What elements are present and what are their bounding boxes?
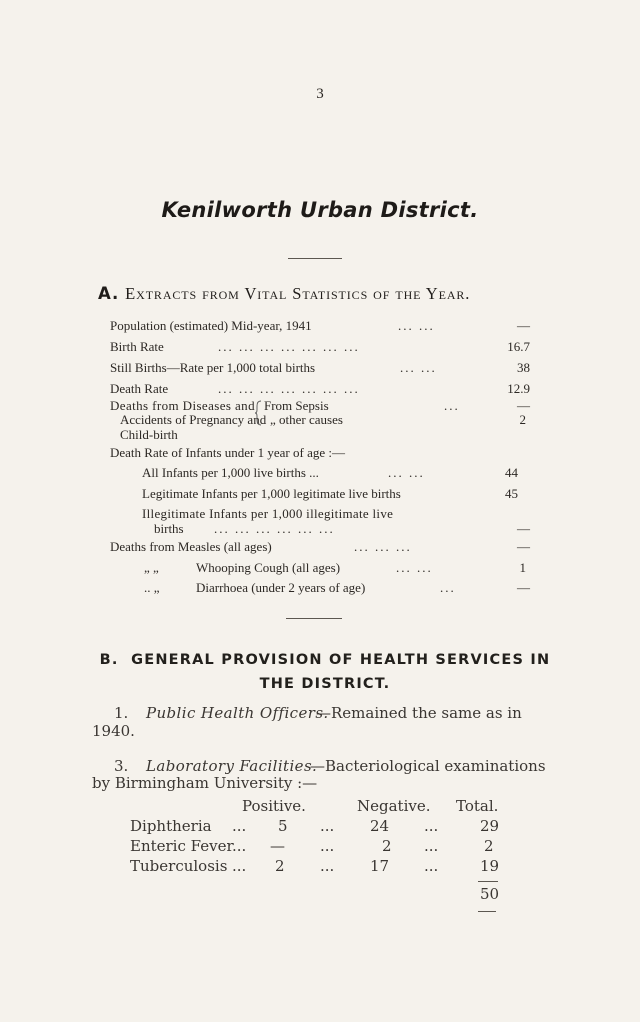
sepsis-value: — xyxy=(517,398,530,413)
paragraph-number: 3. xyxy=(114,757,129,775)
infant-row-value: 44 xyxy=(505,465,518,480)
diarrhoea-leader-dots: ... xyxy=(440,580,456,595)
infant-row-label: Legitimate Infants per 1,000 legitimate live births xyxy=(142,486,401,501)
whooping-cough-leader-dots: ... ... xyxy=(396,560,433,575)
infant-row-leader-dots: ... ... xyxy=(388,465,425,480)
paragraph-text-continued: 1940. xyxy=(92,722,135,740)
section-a-heading xyxy=(98,284,470,304)
column-header-negative: Negative. xyxy=(357,797,431,815)
infant-row-leader-dots: ... ... ... ... ... ... xyxy=(214,521,335,536)
infant-row xyxy=(142,506,530,538)
total-cell: 29 xyxy=(480,817,500,835)
section-a-title: Extracts from Vital Statistics of the Year. xyxy=(125,284,471,303)
measles-value: — xyxy=(517,539,530,554)
ditto-marks: .. „ xyxy=(144,580,160,595)
infant-death-rate-heading: Death Rate of Infants under 1 year of age :— xyxy=(110,445,345,460)
stat-leader-dots: ... ... xyxy=(400,360,437,375)
infant-row-label: Illegitimate Infants per 1,000 illegitimate live xyxy=(142,506,394,521)
deaths-diseases-label-3: Child-birth xyxy=(120,427,178,442)
stat-row xyxy=(110,318,530,334)
positive-cell: 5 xyxy=(278,817,288,835)
total-cell: 2 xyxy=(484,837,494,855)
stat-row xyxy=(110,360,530,376)
deaths-diseases-block xyxy=(110,398,530,446)
section-b-heading-line-1: B. GENERAL PROVISION OF HEALTH SERVICES IN xyxy=(99,652,551,668)
infant-row-label-continued: births xyxy=(154,521,184,536)
measles-row xyxy=(110,539,530,555)
positive-cell: 2 xyxy=(275,857,285,875)
paragraph-heading: Laboratory Facilities. xyxy=(146,757,318,775)
other-causes-value: 2 xyxy=(519,412,526,427)
stat-label: Population (estimated) Mid-year, 1941 xyxy=(110,318,312,333)
diarrhoea-label: Diarrhoea (under 2 years of age) xyxy=(196,580,366,595)
measles-label: Deaths from Measles (all ages) xyxy=(110,539,272,554)
other-causes-label: „ other causes xyxy=(270,412,343,427)
infant-row-value: 45 xyxy=(505,486,518,501)
infant-row xyxy=(142,465,530,481)
stat-label: Still Births—Rate per 1,000 total births xyxy=(110,360,316,375)
title-divider xyxy=(288,258,342,259)
negative-cell: 2 xyxy=(382,837,392,855)
paragraph-number: 1. xyxy=(114,704,129,722)
document-title: Kenilworth Urban District. xyxy=(161,198,479,222)
column-header-total: Total. xyxy=(456,797,499,815)
whooping-cough-value: 1 xyxy=(519,560,526,575)
total-underline xyxy=(478,881,498,882)
total-double-underline xyxy=(478,911,496,912)
stat-value: — xyxy=(517,318,530,333)
stat-label: Death Rate xyxy=(110,381,169,396)
negative-cell: 17 xyxy=(370,857,390,875)
stat-leader-dots: ... ... ... ... ... ... ... xyxy=(218,381,360,396)
positive-cell: — xyxy=(270,837,285,855)
ditto-marks: „ „ xyxy=(144,560,159,575)
infant-row-label: All Infants per 1,000 live births ... xyxy=(142,465,319,480)
leader-dots: ... xyxy=(424,837,439,855)
grand-total: 50 xyxy=(480,885,500,903)
column-header-positive: Positive. xyxy=(242,797,306,815)
row-label: Enteric Fever... xyxy=(130,837,247,855)
lab-results-table xyxy=(0,797,640,907)
table-row xyxy=(0,837,640,857)
leader-dots: ... xyxy=(232,817,247,835)
sepsis-leader-dots: ... xyxy=(444,398,460,413)
stat-row xyxy=(110,381,530,397)
leader-dots: ... xyxy=(320,837,335,855)
section-b-heading-line-2: THE DISTRICT. xyxy=(259,676,391,692)
measles-leader-dots: ... ... ... xyxy=(354,539,412,554)
paragraph-text: —Remained the same as in xyxy=(316,704,522,722)
row-label: Diphtheria xyxy=(130,817,212,835)
diarrhoea-value: — xyxy=(517,580,530,595)
leader-dots: ... xyxy=(424,857,439,875)
deaths-diseases-label-2: Accidents of Pregnancy and xyxy=(120,412,267,427)
infant-row xyxy=(142,486,530,502)
leader-dots: ... xyxy=(232,857,247,875)
page-number: 3 xyxy=(316,86,324,102)
stat-value: 38 xyxy=(517,360,530,375)
total-cell: 19 xyxy=(480,857,500,875)
section-a-letter: A. xyxy=(98,284,120,303)
brace-icon xyxy=(254,400,262,426)
stat-label: Birth Rate xyxy=(110,339,164,354)
stat-value: 16.7 xyxy=(507,339,530,354)
paragraph-text-continued: by Birmingham University :— xyxy=(92,774,318,792)
row-label: Tuberculosis xyxy=(130,857,228,875)
paragraph-laboratory-facilities xyxy=(0,757,640,801)
stat-leader-dots: ... ... ... ... ... ... ... xyxy=(218,339,360,354)
section-b-heading xyxy=(40,648,610,696)
deaths-diseases-label-1: Deaths from Diseases and xyxy=(110,398,255,413)
leader-dots: ... xyxy=(424,817,439,835)
leader-dots: ... xyxy=(320,817,335,835)
table-row xyxy=(0,857,640,877)
infant-row-value: — xyxy=(517,521,530,536)
leader-dots: ... xyxy=(320,857,335,875)
negative-cell: 24 xyxy=(370,817,390,835)
stat-value: 12.9 xyxy=(507,381,530,396)
stat-row xyxy=(110,339,530,355)
table-row xyxy=(0,817,640,837)
paragraph-heading: Public Health Officers. xyxy=(146,704,329,722)
section-divider xyxy=(286,618,342,619)
sepsis-label: From Sepsis xyxy=(264,398,329,413)
paragraph-public-health-officers xyxy=(0,704,640,748)
whooping-cough-label: Whooping Cough (all ages) xyxy=(196,560,341,575)
paragraph-text: —Bacteriological examinations xyxy=(310,757,546,775)
stat-leader-dots: ... ... xyxy=(398,318,435,333)
